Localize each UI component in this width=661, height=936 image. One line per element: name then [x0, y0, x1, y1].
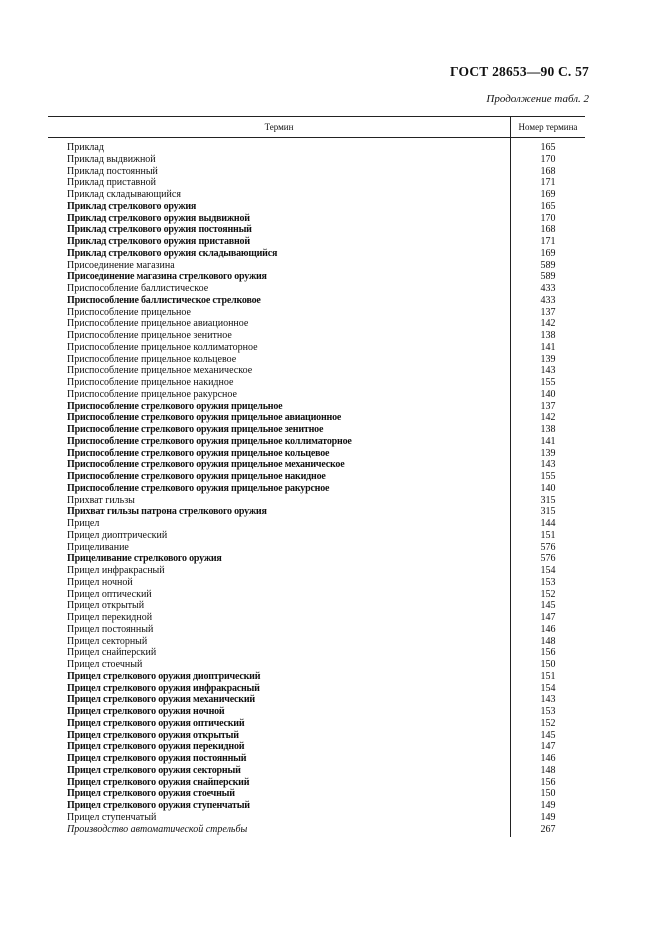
table-row: [48, 812, 585, 824]
table-row: [48, 271, 585, 283]
term-cell: Приспособление баллистическое стрелковое: [67, 294, 261, 306]
term-cell: Приклад приставной: [67, 177, 156, 189]
term-cell: Прицеливание стрелкового оружия: [67, 553, 222, 565]
term-number-cell: 315: [540, 506, 556, 518]
table-header: [48, 116, 585, 138]
term-cell: Приклад стрелкового оружия приставной: [67, 236, 250, 247]
table-row: [48, 401, 585, 413]
term-number-cell: 141: [540, 341, 556, 353]
term-number-cell: 138: [540, 424, 556, 435]
table-row: [48, 777, 585, 789]
term-cell: Прицел снайперский: [67, 647, 157, 659]
page-header: ГОСТ 28653—90 С. 57: [450, 64, 589, 79]
term-number-cell: 169: [540, 189, 556, 200]
term-number-cell: 137: [540, 306, 556, 318]
table-continuation-label: Продолжение табл. 2: [486, 93, 589, 105]
term-number-cell: 146: [540, 623, 556, 635]
table-row: [48, 471, 585, 483]
term-number-cell: 168: [540, 165, 556, 177]
term-cell: Прицел стрелкового оружия ступенчатый: [67, 800, 250, 811]
term-number-cell: 433: [540, 283, 556, 294]
term-number-cell: 142: [540, 318, 556, 330]
term-number-cell: 143: [540, 694, 556, 706]
term-number-cell: 139: [540, 447, 556, 459]
term-cell: Прицел открытый: [67, 600, 145, 612]
term-number-cell: 140: [540, 388, 556, 400]
term-cell: Приклад складывающийся: [67, 189, 181, 200]
term-number-cell: 153: [540, 706, 556, 717]
table-row: [48, 248, 585, 260]
table-row: [48, 424, 585, 436]
term-number-cell: 141: [540, 435, 556, 447]
table-row: [48, 589, 585, 601]
term-cell: Приклад стрелкового оружия постоянный: [67, 224, 252, 236]
term-cell: Приспособление стрелкового оружия прицельное механическое: [67, 459, 345, 471]
table-row: [48, 753, 585, 765]
term-cell: Приклад постоянный: [67, 165, 158, 177]
term-cell: Прицел стрелкового оружия инфракрасный: [67, 682, 260, 694]
term-cell: Приклад стрелкового оружия складывающийся: [67, 247, 278, 259]
term-cell: Приспособление прицельное: [67, 306, 191, 318]
term-cell: Прицел стрелкового оружия оптический: [67, 717, 245, 729]
term-cell: Прицел постоянный: [67, 623, 154, 635]
term-cell: Прицел секторный: [67, 635, 148, 647]
term-number-cell: 315: [540, 494, 556, 506]
term-cell: Прицел стрелкового оружия ночной: [67, 706, 225, 717]
term-cell: Прицел стрелкового оружия диоптрический: [67, 670, 261, 682]
term-number-cell: 170: [540, 153, 556, 165]
term-number-cell: 149: [540, 800, 556, 811]
table-row: [48, 283, 585, 295]
term-cell: Приспособление прицельное механическое: [67, 365, 253, 377]
term-number-cell: 149: [540, 811, 556, 823]
table-row: [48, 800, 585, 812]
table-row: [48, 236, 585, 248]
table-row: [48, 624, 585, 636]
term-cell: Приспособление стрелкового оружия прицельное авиационное: [67, 412, 342, 424]
term-cell: Прицел стрелкового оружия постоянный: [67, 753, 247, 764]
table-row: [48, 730, 585, 742]
column-header-term: Термин: [264, 122, 294, 132]
table-row: [48, 224, 585, 236]
term-number-cell: 165: [540, 200, 556, 212]
table-row: [48, 518, 585, 530]
table-row: [48, 354, 585, 366]
term-number-cell: 143: [540, 459, 556, 471]
table-row: [48, 307, 585, 319]
term-cell: Прицел ночной: [67, 576, 133, 588]
term-cell: Прихват гильзы патрона стрелкового оружия: [67, 506, 267, 518]
term-number-cell: 152: [540, 717, 556, 729]
table-row: [48, 436, 585, 448]
term-number-cell: 140: [540, 482, 556, 494]
table-row: [48, 765, 585, 777]
table-row: [48, 166, 585, 178]
table-row: [48, 389, 585, 401]
table-row: [48, 189, 585, 201]
term-number-cell: 433: [540, 294, 556, 306]
term-cell: Прицел стрелкового оружия снайперский: [67, 776, 250, 788]
term-number-cell: 576: [540, 553, 556, 565]
table-row: [48, 612, 585, 624]
table-row: [48, 694, 585, 706]
term-number-cell: 144: [540, 518, 556, 529]
table-row: [48, 788, 585, 800]
term-number-cell: 267: [540, 823, 556, 835]
table-row: [48, 295, 585, 307]
term-number-cell: 170: [540, 212, 556, 224]
term-cell: Приспособление прицельное авиационное: [67, 318, 249, 330]
table-row: [48, 659, 585, 671]
table-row: [48, 177, 585, 189]
term-number-cell: 154: [540, 565, 556, 576]
table-row: [48, 318, 585, 330]
term-cell: Приспособление прицельное зенитное: [67, 330, 232, 341]
column-header-number: Номер термина: [518, 122, 578, 132]
table-row: [48, 542, 585, 554]
term-cell: Прицеливание: [67, 541, 129, 553]
table-row: [48, 365, 585, 377]
term-number-cell: 148: [540, 635, 556, 647]
term-cell: Присоединение магазина: [67, 259, 175, 271]
term-cell: Приспособление стрелкового оружия прицельное: [67, 400, 283, 412]
term-cell: Приспособление стрелкового оружия прицельное коллиматорное: [67, 435, 352, 447]
table-body: [48, 138, 585, 835]
term-number-cell: 137: [540, 400, 556, 412]
term-number-cell: 156: [540, 776, 556, 788]
term-cell: Прицел: [67, 518, 100, 529]
table-row: [48, 154, 585, 166]
term-cell: Приспособление прицельное накидное: [67, 377, 234, 388]
term-number-cell: 171: [540, 177, 556, 189]
term-number-cell: 155: [540, 471, 556, 482]
table-row: [48, 636, 585, 648]
term-number-cell: 154: [540, 682, 556, 694]
term-number-cell: 150: [540, 788, 556, 800]
term-cell: Прицел стрелкового оружия секторный: [67, 764, 241, 776]
table-row: [48, 718, 585, 730]
term-cell: Прицел диоптрический: [67, 529, 168, 541]
table-row: [48, 495, 585, 507]
table-row: [48, 647, 585, 659]
term-number-cell: 169: [540, 247, 556, 259]
term-cell: Приклад стрелкового оружия выдвижной: [67, 212, 250, 224]
term-cell: Приспособление прицельное ракурсное: [67, 388, 237, 400]
term-cell: Прихват гильзы: [67, 494, 135, 506]
table-row: [48, 683, 585, 695]
table-row: [48, 260, 585, 272]
table-row: [48, 459, 585, 471]
term-cell: Приспособление стрелкового оружия прицельное зенитное: [67, 424, 324, 435]
term-number-cell: 146: [540, 753, 556, 764]
term-cell: Прицел стрелкового оружия стоечный: [67, 788, 235, 800]
table-row: [48, 553, 585, 565]
term-number-cell: 156: [540, 647, 556, 659]
term-cell: Прицел оптический: [67, 588, 152, 600]
table-row: [48, 448, 585, 460]
table-row: [48, 577, 585, 589]
table-row: [48, 213, 585, 225]
term-number-cell: 150: [540, 659, 556, 670]
term-number-cell: 165: [540, 142, 556, 153]
term-number-cell: 145: [540, 729, 556, 741]
term-number-cell: 168: [540, 224, 556, 236]
table-row: [48, 483, 585, 495]
table-row: [48, 377, 585, 389]
term-number-cell: 139: [540, 353, 556, 365]
term-number-cell: 138: [540, 330, 556, 341]
term-number-cell: 151: [540, 529, 556, 541]
term-cell: Прицел стрелкового оружия открытый: [67, 729, 239, 741]
table-row: [48, 565, 585, 577]
term-cell: Приспособление стрелкового оружия прицельное ракурсное: [67, 482, 330, 494]
term-cell: Приспособление прицельное кольцевое: [67, 353, 237, 365]
term-number-cell: 171: [540, 236, 556, 247]
term-number-cell: 143: [540, 365, 556, 377]
terms-table: [48, 116, 585, 835]
table-row: [48, 412, 585, 424]
term-number-cell: 589: [540, 259, 556, 271]
term-cell: Прицел стрелкового оружия перекидной: [67, 741, 245, 753]
table-row: [48, 706, 585, 718]
table-row: [48, 600, 585, 612]
term-number-cell: 147: [540, 741, 556, 753]
table-row: [48, 741, 585, 753]
term-number-cell: 576: [540, 541, 556, 553]
term-cell: Приспособление баллистическое: [67, 283, 209, 294]
term-cell: Производство автоматической стрельбы: [67, 823, 248, 835]
term-number-cell: 142: [540, 412, 556, 424]
term-cell: Приклад: [67, 142, 104, 153]
term-cell: Приклад выдвижной: [67, 153, 156, 165]
table-row: [48, 342, 585, 354]
term-cell: Прицел перекидной: [67, 612, 153, 623]
term-cell: Приспособление стрелкового оружия прицельное накидное: [67, 471, 326, 482]
table-row: [48, 201, 585, 213]
term-number-cell: 153: [540, 576, 556, 588]
term-cell: Прицел ступенчатый: [67, 811, 157, 823]
term-number-cell: 151: [540, 670, 556, 682]
term-cell: Прицел инфракрасный: [67, 565, 165, 576]
table-row: [48, 824, 585, 836]
term-number-cell: 148: [540, 764, 556, 776]
term-cell: Прицел стрелкового оружия механический: [67, 694, 255, 706]
term-number-cell: 147: [540, 612, 556, 623]
term-cell: Приспособление прицельное коллиматорное: [67, 341, 258, 353]
term-number-cell: 589: [540, 271, 556, 283]
term-number-cell: 152: [540, 588, 556, 600]
term-cell: Приклад стрелкового оружия: [67, 200, 197, 212]
table-row: [48, 506, 585, 518]
term-cell: Приспособление стрелкового оружия прицельное кольцевое: [67, 447, 330, 459]
table-row: [48, 530, 585, 542]
term-cell: Прицел стоечный: [67, 659, 143, 670]
term-cell: Присоединение магазина стрелкового оружия: [67, 271, 267, 283]
table-row: [48, 330, 585, 342]
term-number-cell: 145: [540, 600, 556, 612]
table-row: [48, 671, 585, 683]
table-row: [48, 142, 585, 154]
term-number-cell: 155: [540, 377, 556, 388]
